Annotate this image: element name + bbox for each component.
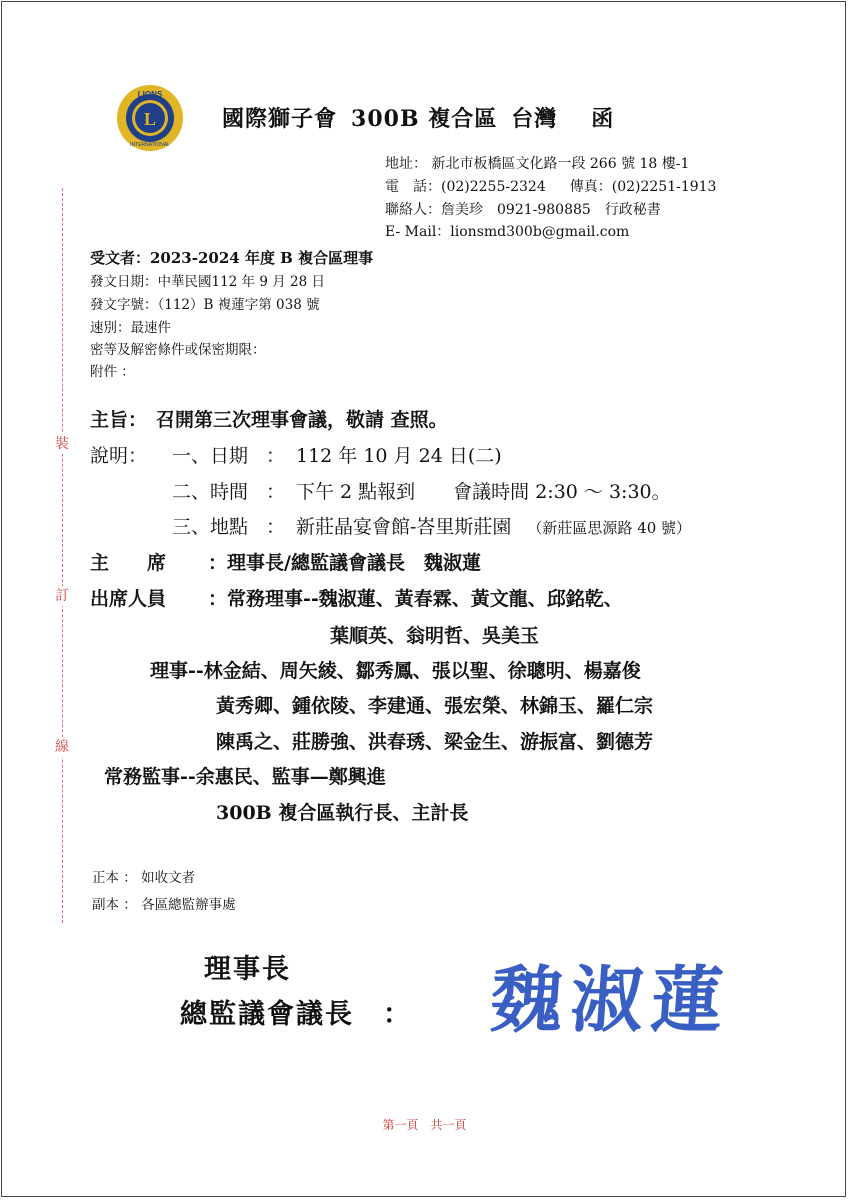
description-item-location <box>172 512 691 539</box>
page-footer: 第一頁 共一頁 <box>382 1118 467 1132</box>
binding-mark-xian: 線 <box>55 739 69 755</box>
title-country: 台灣 <box>511 106 558 132</box>
email-label: E- Mail： <box>385 224 451 240</box>
attachment: 附件 ： <box>90 364 135 380</box>
attendees-line-2: 葉順英、翁明哲、吳美玉 <box>330 625 540 647</box>
original-recipients: 正本 ： 如收文者 <box>92 870 196 886</box>
item-colon: ： <box>266 516 286 538</box>
subject-text: 召開第三次理事會議，敬請 查照。 <box>156 409 448 431</box>
address-value: 新北市板橋區文化路一段 266 號 18 樓-1 <box>431 156 690 172</box>
title-type: 函 <box>591 106 615 132</box>
fax-value: (02)2251-1913 <box>611 179 717 195</box>
item-colon: ： <box>266 481 286 503</box>
phone-value: (02)2255-2324 <box>441 179 546 195</box>
attendees-line-1 <box>90 584 623 611</box>
officers-line: 300B 複合區執行長、主計長 <box>216 802 469 824</box>
description-label: 說明： <box>90 445 148 467</box>
chair-line <box>90 548 481 575</box>
binding-mark-zhuang: 裝 <box>55 436 69 452</box>
attendees-value-1: ：常務理事--魏淑蓮、黃春霖、黃文龍、邱銘乾、 <box>208 588 623 610</box>
issue-date: 發文日期：中華民國112 年 9 月 28 日 <box>90 274 325 290</box>
description-item-time <box>172 477 671 504</box>
recipient: 受文者：2023-2024 年度 B 複合區理事 <box>90 249 374 267</box>
contact-phone <box>385 177 716 197</box>
item-key: 二、時間 <box>172 481 249 503</box>
item-key: 一、日期 <box>172 445 249 467</box>
subject-label: 主旨： <box>90 409 148 431</box>
copy-recipients: 副本 ： 各區總監辦事處 <box>92 897 236 913</box>
directors-line-3: 陳禹之、莊勝強、洪春琇、梁金生、游振富、劉德芳 <box>216 731 654 753</box>
description-item-date <box>172 441 502 468</box>
item-value: 下午 2 點報到 會議時間 2:30 ～ 3:30。 <box>296 481 671 503</box>
logo-text-bottom: INTERNATIONAL <box>130 142 170 148</box>
title-district: 300B 複合區 <box>351 106 498 132</box>
document-title <box>222 102 614 133</box>
signature-title-council-chair: 總監議會議長 ： <box>180 999 412 1030</box>
chair-value: ：理事長/總監議會議長 魏淑蓮 <box>208 552 481 574</box>
email-value[interactable]: lionsmd300b@gmail.com <box>450 224 630 240</box>
signature-seal-text: 魏淑蓮 <box>487 958 734 1042</box>
address-label: 地址： <box>385 156 427 172</box>
item-colon: ： <box>266 445 286 467</box>
urgency: 速別：最速件 <box>90 320 171 336</box>
contact-address <box>385 154 689 174</box>
binding-mark-ding: 訂 <box>55 588 69 604</box>
person-value: 詹美珍 0921-980885 行政秘書 <box>441 202 661 218</box>
item-value: 新莊晶宴會館-峇里斯莊園 <box>296 516 512 538</box>
contact-person <box>385 200 661 220</box>
person-label: 聯絡人： <box>385 202 441 218</box>
binding-line <box>62 188 63 923</box>
location-note: （新莊區思源路 40 號） <box>527 519 692 537</box>
title-org: 國際獅子會 <box>222 106 338 132</box>
contact-email <box>385 222 629 242</box>
item-value: 112 年 10 月 24 日(二) <box>296 445 502 467</box>
fax-label: 傳真： <box>569 179 612 195</box>
attendees-label: 出席人員 <box>90 588 167 610</box>
chair-label: 主 席 <box>90 552 167 574</box>
lions-logo <box>116 84 184 152</box>
signature-title-chairman: 理事長 <box>204 954 291 985</box>
subject-line <box>90 405 448 432</box>
logo-text-top: LIONS <box>137 90 163 99</box>
phone-label: 電 話： <box>385 179 441 195</box>
directors-line-1: 理事--林金結、周矢綾、鄒秀鳳、張以聖、徐聰明、楊嘉俊 <box>150 660 641 682</box>
document-number: 發文字號：（112）B 複蓮字第 038 號 <box>90 297 320 313</box>
supervisors-line: 常務監事--余惠民、監事—鄭興進 <box>104 766 386 788</box>
signature-seal <box>486 955 742 1051</box>
directors-line-2: 黃秀卿、鍾依陵、李建通、張宏榮、林錦玉、羅仁宗 <box>216 695 654 717</box>
item-key: 三、地點 <box>172 516 249 538</box>
secrecy: 密等及解密條件或保密期限： <box>90 342 266 358</box>
logo-letter: L <box>143 109 157 129</box>
